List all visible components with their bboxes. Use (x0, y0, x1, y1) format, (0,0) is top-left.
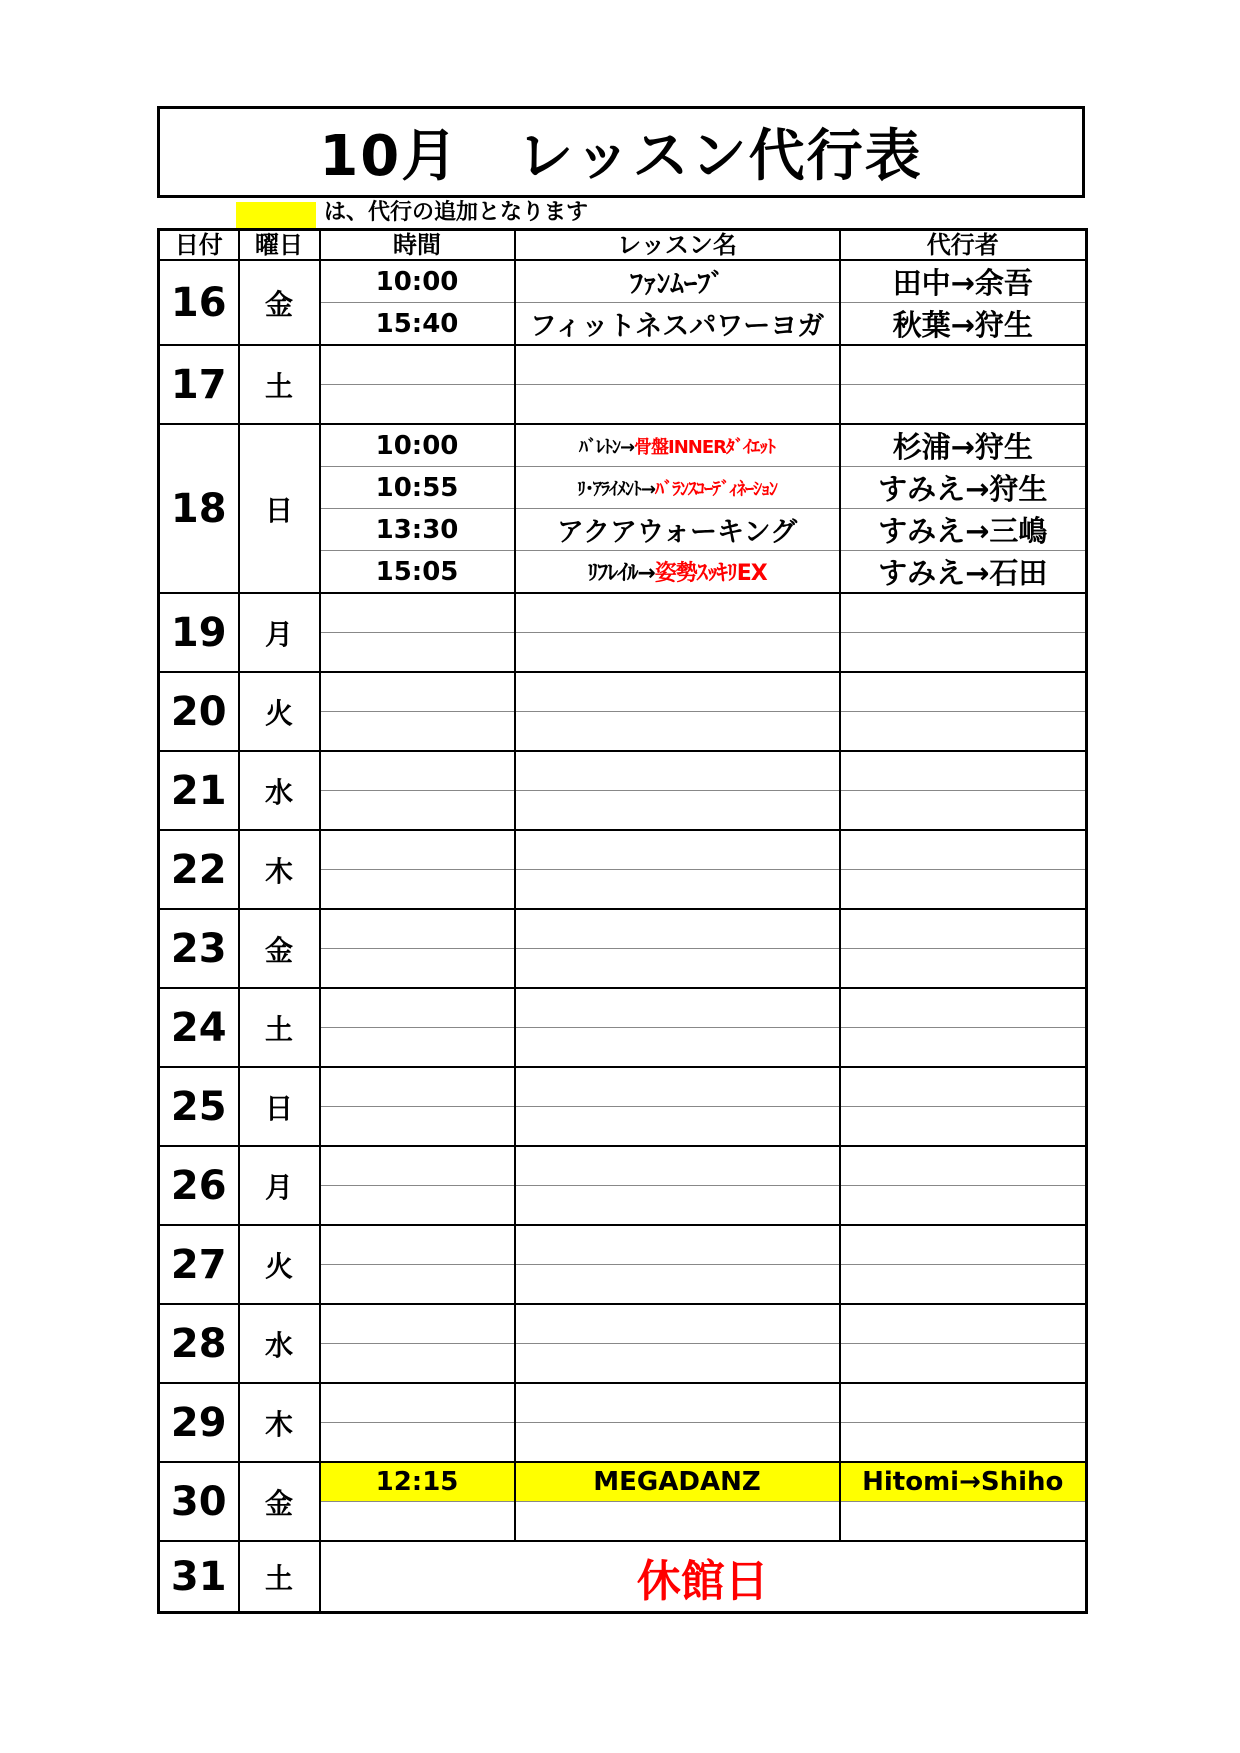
time-cell (320, 1344, 515, 1384)
substitute-cell (840, 1423, 1087, 1463)
lesson-cell (515, 870, 840, 910)
time-cell (320, 385, 515, 425)
substitute-cell (840, 712, 1087, 752)
legend (157, 198, 1085, 228)
dow-cell: 金 (239, 260, 320, 345)
substitute-cell (840, 870, 1087, 910)
date-cell: 26 (159, 1146, 239, 1225)
lesson-cell (515, 509, 840, 551)
schedule-table (157, 228, 1088, 1614)
time-cell (320, 345, 515, 385)
lesson-name-replacement: 骨盤INNERﾀﾞｲｴｯﾄ (634, 436, 776, 458)
dow-cell: 月 (239, 593, 320, 672)
substitute-cell (840, 988, 1087, 1028)
lesson-name-original: フィットネスパワーヨガ (529, 311, 825, 342)
header-substitute: 代行者 (840, 230, 1087, 261)
lesson-cell (515, 551, 840, 594)
substitute-cell (840, 830, 1087, 870)
table-row (159, 751, 1087, 791)
lesson-name-original: アクアウォーキング (556, 517, 798, 548)
lesson-name-original: ﾘ･ｱﾗｲﾒﾝﾄ→ (576, 478, 656, 500)
lesson-cell (515, 949, 840, 989)
time-cell (320, 1502, 515, 1542)
time-cell: 10:00 (320, 260, 515, 303)
substitute-cell (840, 1304, 1087, 1344)
lesson-name-replacement: ﾊﾞﾗﾝｽｺｰﾃﾞｨﾈｰｼｮﾝ (655, 478, 778, 500)
date-cell: 29 (159, 1383, 239, 1462)
lesson-cell (515, 672, 840, 712)
lesson-name-original: ﾌｧﾝﾑｰﾌﾞ (629, 269, 725, 300)
substitute-cell (840, 909, 1087, 949)
substitute-cell (840, 1383, 1087, 1423)
time-cell (320, 949, 515, 989)
substitute-cell (840, 1344, 1087, 1384)
time-cell (320, 1265, 515, 1305)
lesson-cell (515, 1344, 840, 1384)
time-cell: 10:00 (320, 424, 515, 467)
closed-day-label: 休館日 (320, 1541, 1087, 1613)
substitute-cell (840, 1146, 1087, 1186)
time-cell (320, 791, 515, 831)
substitute-cell (840, 1502, 1087, 1542)
lesson-cell (515, 1067, 840, 1107)
table-row (159, 1383, 1087, 1423)
time-cell (320, 1423, 515, 1463)
lesson-cell (515, 712, 840, 752)
substitute-cell: すみえ→三嶋 (840, 509, 1087, 551)
lesson-cell (515, 1304, 840, 1344)
lesson-cell (515, 791, 840, 831)
time-cell (320, 1225, 515, 1265)
table-row (159, 988, 1087, 1028)
date-cell: 21 (159, 751, 239, 830)
time-cell (320, 1383, 515, 1423)
substitute-cell (840, 1225, 1087, 1265)
time-cell (320, 712, 515, 752)
dow-cell: 土 (239, 345, 320, 424)
lesson-cell (515, 751, 840, 791)
schedule-body (159, 260, 1087, 1613)
lesson-cell (515, 385, 840, 425)
substitute-cell (840, 751, 1087, 791)
dow-cell: 月 (239, 1146, 320, 1225)
lesson-name-original: ﾘﾌﾚｲﾙ→ (587, 561, 655, 586)
header-time: 時間 (320, 230, 515, 261)
substitute-schedule-sheet (157, 106, 1085, 1614)
time-cell: 15:40 (320, 303, 515, 346)
table-row (159, 345, 1087, 385)
date-cell: 20 (159, 672, 239, 751)
substitute-cell (840, 1186, 1087, 1226)
dow-cell: 木 (239, 1383, 320, 1462)
table-header-row (159, 230, 1087, 261)
substitute-cell (840, 345, 1087, 385)
lesson-cell (515, 1462, 840, 1502)
time-cell: 10:55 (320, 467, 515, 509)
table-row (159, 593, 1087, 633)
time-cell (320, 1107, 515, 1147)
dow-cell: 土 (239, 1541, 320, 1613)
table-row (159, 672, 1087, 712)
lesson-cell (515, 1423, 840, 1463)
lesson-cell (515, 909, 840, 949)
lesson-cell (515, 424, 840, 467)
time-cell (320, 870, 515, 910)
legend-text: は、代行の追加となります (324, 200, 589, 225)
table-row (159, 424, 1087, 467)
lesson-cell (515, 1225, 840, 1265)
dow-cell: 水 (239, 751, 320, 830)
table-row (159, 909, 1087, 949)
dow-cell: 日 (239, 424, 320, 593)
table-row (159, 1146, 1087, 1186)
table-row (159, 1304, 1087, 1344)
dow-cell: 木 (239, 830, 320, 909)
lesson-cell (515, 467, 840, 509)
table-row (159, 1067, 1087, 1107)
date-cell: 16 (159, 260, 239, 345)
substitute-cell (840, 593, 1087, 633)
time-cell: 13:30 (320, 509, 515, 551)
lesson-cell (515, 1265, 840, 1305)
time-cell (320, 672, 515, 712)
substitute-cell (840, 385, 1087, 425)
time-cell (320, 1304, 515, 1344)
lesson-name-replacement: 姿勢ｽｯｷﾘEX (654, 561, 767, 586)
table-row (159, 1225, 1087, 1265)
substitute-cell (840, 633, 1087, 673)
substitute-cell: 杉浦→狩生 (840, 424, 1087, 467)
lesson-cell (515, 1186, 840, 1226)
table-row (159, 260, 1087, 303)
substitute-cell (840, 1265, 1087, 1305)
substitute-cell (840, 949, 1087, 989)
time-cell (320, 1186, 515, 1226)
lesson-cell (515, 1383, 840, 1423)
header-dow: 曜日 (239, 230, 320, 261)
time-cell (320, 1028, 515, 1068)
time-cell (320, 1146, 515, 1186)
table-row (159, 1541, 1087, 1613)
lesson-cell (515, 260, 840, 303)
dow-cell: 火 (239, 672, 320, 751)
date-cell: 23 (159, 909, 239, 988)
dow-cell: 金 (239, 1462, 320, 1541)
lesson-cell (515, 830, 840, 870)
substitute-cell: すみえ→狩生 (840, 467, 1087, 509)
time-cell (320, 909, 515, 949)
substitute-cell (840, 1107, 1087, 1147)
lesson-cell (515, 988, 840, 1028)
date-cell: 22 (159, 830, 239, 909)
header-date: 日付 (159, 230, 239, 261)
date-cell: 27 (159, 1225, 239, 1304)
header-lesson: レッスン名 (515, 230, 840, 261)
lesson-cell (515, 1107, 840, 1147)
page-title: 10月 レッスン代行表 (157, 106, 1085, 198)
lesson-name-original: MEGADANZ (593, 1467, 761, 1497)
date-cell: 25 (159, 1067, 239, 1146)
dow-cell: 土 (239, 988, 320, 1067)
substitute-cell (840, 1067, 1087, 1107)
lesson-cell (515, 593, 840, 633)
substitute-cell (840, 791, 1087, 831)
substitute-cell: すみえ→石田 (840, 551, 1087, 594)
date-cell: 28 (159, 1304, 239, 1383)
time-cell (320, 751, 515, 791)
time-cell (320, 593, 515, 633)
date-cell: 18 (159, 424, 239, 593)
substitute-cell: Hitomi→Shiho (840, 1462, 1087, 1502)
dow-cell: 日 (239, 1067, 320, 1146)
date-cell: 19 (159, 593, 239, 672)
date-cell: 17 (159, 345, 239, 424)
substitute-cell (840, 672, 1087, 712)
lesson-cell (515, 303, 840, 346)
substitute-cell: 秋葉→狩生 (840, 303, 1087, 346)
date-cell: 31 (159, 1541, 239, 1613)
time-cell (320, 1067, 515, 1107)
date-cell: 24 (159, 988, 239, 1067)
time-cell (320, 633, 515, 673)
time-cell: 15:05 (320, 551, 515, 594)
legend-highlight-swatch (236, 202, 316, 228)
table-row (159, 830, 1087, 870)
date-cell: 30 (159, 1462, 239, 1541)
dow-cell: 金 (239, 909, 320, 988)
substitute-cell: 田中→余吾 (840, 260, 1087, 303)
time-cell (320, 830, 515, 870)
time-cell (320, 988, 515, 1028)
time-cell: 12:15 (320, 1462, 515, 1502)
dow-cell: 水 (239, 1304, 320, 1383)
lesson-cell (515, 1146, 840, 1186)
lesson-cell (515, 1502, 840, 1542)
lesson-name-original: ﾊﾞﾚﾄﾝ→ (578, 436, 635, 458)
lesson-cell (515, 345, 840, 385)
dow-cell: 火 (239, 1225, 320, 1304)
table-row (159, 1462, 1087, 1502)
lesson-cell (515, 1028, 840, 1068)
substitute-cell (840, 1028, 1087, 1068)
lesson-cell (515, 633, 840, 673)
